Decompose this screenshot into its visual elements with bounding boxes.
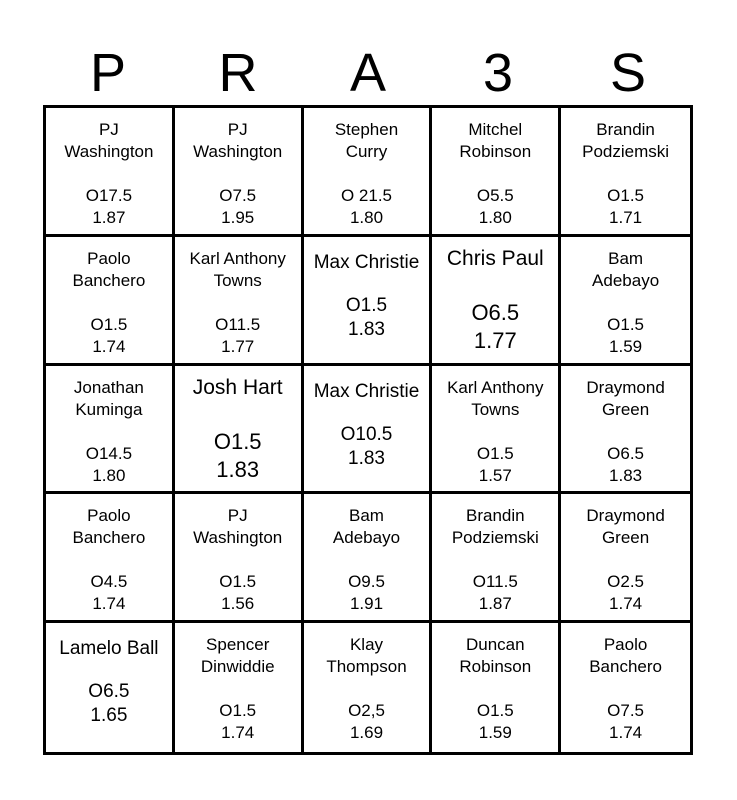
prop-line: O1.5	[476, 443, 514, 463]
player-name: PJ Washington	[193, 120, 283, 161]
player-name: Chris Paul	[446, 246, 544, 270]
prop-odds: 1.74	[221, 723, 255, 743]
prop-odds: 1.95	[221, 208, 255, 227]
player-name: Brandin Podziemski	[451, 506, 539, 548]
bingo-cell[interactable]	[432, 237, 561, 366]
prop-line: O7.5	[607, 701, 645, 721]
prop-line: O11.5	[472, 572, 518, 592]
bingo-cell[interactable]	[304, 237, 433, 366]
prop-line: O7.5	[219, 186, 257, 205]
player-name: Josh Hart	[192, 375, 283, 399]
bingo-cell[interactable]	[561, 237, 690, 366]
bingo-cell[interactable]	[304, 494, 433, 623]
prop-line: O1.5	[607, 186, 645, 205]
prop-odds: 1.77	[221, 336, 255, 356]
player-name: Lamelo Ball	[59, 638, 159, 660]
prop-line: O9.5	[348, 572, 385, 592]
prop-odds: 1.71	[609, 208, 643, 227]
bingo-cell[interactable]	[432, 366, 561, 495]
player-name: PJ Washington	[193, 506, 283, 548]
bingo-header	[43, 40, 693, 106]
bingo-cell[interactable]	[304, 366, 433, 495]
player-name: PJ Washington	[64, 120, 154, 161]
bingo-cell[interactable]	[175, 494, 304, 623]
prop-odds: 1.74	[92, 594, 126, 614]
player-name: Max Christie	[313, 251, 420, 273]
prop-odds: 1.57	[478, 465, 512, 485]
prop-line: O6.5	[471, 299, 520, 325]
prop-odds: 1.80	[92, 465, 126, 485]
prop-line: O1.5	[219, 572, 257, 592]
player-name: Stephen Curry	[334, 120, 399, 161]
header-letter-p: P	[89, 43, 127, 103]
bingo-cell[interactable]	[175, 108, 304, 237]
bingo-cell[interactable]	[304, 108, 433, 237]
bingo-cell[interactable]	[432, 108, 561, 237]
prop-odds: 1.83	[216, 456, 260, 482]
player-name: Mitchel Robinson	[459, 120, 532, 161]
prop-line: O1.5	[213, 428, 262, 454]
bingo-cell[interactable]	[304, 623, 433, 752]
prop-line: O6.5	[88, 681, 130, 703]
prop-line: O1.5	[219, 701, 257, 721]
prop-line: O6.5	[607, 443, 645, 463]
player-name: Paolo Banchero	[72, 506, 146, 548]
bingo-cell[interactable]	[561, 623, 690, 752]
prop-line: O10.5	[340, 423, 393, 445]
prop-odds: 1.74	[609, 723, 643, 743]
prop-odds: 1.65	[90, 705, 128, 727]
prop-odds: 1.77	[473, 327, 517, 353]
bingo-cell[interactable]	[46, 108, 175, 237]
prop-line: O 21.5	[340, 186, 393, 205]
bingo-cell[interactable]	[175, 237, 304, 366]
player-name: Jonathan Kuminga	[73, 377, 144, 419]
prop-odds: 1.80	[349, 208, 384, 227]
prop-line: O1.5	[345, 294, 388, 316]
prop-line: O17.5	[85, 186, 133, 205]
bingo-board	[43, 105, 693, 755]
header-letter-a: A	[349, 43, 387, 103]
prop-line: O2,5	[348, 701, 385, 721]
player-name: Spencer Dinwiddie	[200, 635, 275, 677]
prop-odds: 1.87	[92, 208, 126, 227]
bingo-cell[interactable]	[561, 494, 690, 623]
bingo-cell[interactable]	[175, 366, 304, 495]
bingo-cell[interactable]	[432, 494, 561, 623]
prop-odds: 1.69	[349, 723, 384, 743]
bingo-cell[interactable]	[46, 623, 175, 752]
prop-line: O4.5	[90, 572, 128, 592]
bingo-cell[interactable]	[46, 366, 175, 495]
header-letter-r: R	[218, 43, 258, 103]
bingo-cell[interactable]	[561, 108, 690, 237]
header-letter-3: 3	[482, 43, 514, 103]
prop-odds: 1.83	[609, 465, 643, 485]
player-name: Bam Adebayo	[592, 248, 660, 290]
player-name: Max Christie	[313, 380, 420, 402]
player-name: Bam Adebayo	[332, 506, 401, 548]
prop-odds: 1.80	[478, 208, 512, 227]
player-name: Draymond Green	[586, 377, 665, 419]
player-name: Paolo Banchero	[72, 248, 146, 290]
prop-line: O11.5	[215, 314, 261, 334]
prop-line: O14.5	[85, 443, 133, 463]
prop-odds: 1.56	[221, 594, 255, 614]
player-name: Draymond Green	[586, 506, 665, 548]
bingo-cell[interactable]	[432, 623, 561, 752]
player-name: Paolo Banchero	[589, 635, 662, 677]
prop-line: O1.5	[607, 314, 645, 334]
prop-line: O2.5	[607, 572, 645, 592]
player-name: Brandin Podziemski	[582, 120, 670, 161]
bingo-cell[interactable]	[46, 494, 175, 623]
bingo-cell[interactable]	[561, 366, 690, 495]
prop-line: O1.5	[476, 701, 514, 721]
prop-line: O1.5	[90, 314, 128, 334]
prop-odds: 1.83	[348, 447, 385, 469]
bingo-cell[interactable]	[175, 623, 304, 752]
prop-odds: 1.59	[478, 723, 512, 743]
prop-odds: 1.74	[92, 336, 126, 356]
player-name: Karl Anthony Towns	[189, 248, 286, 290]
player-name: Duncan Robinson	[459, 635, 532, 677]
prop-odds: 1.74	[609, 594, 643, 614]
prop-odds: 1.83	[348, 318, 385, 340]
prop-odds: 1.91	[349, 594, 384, 614]
prop-odds: 1.59	[609, 336, 643, 356]
prop-odds: 1.87	[478, 594, 512, 614]
header-letter-s: S	[609, 43, 647, 103]
prop-line: O5.5	[476, 186, 514, 205]
player-name: Klay Thompson	[326, 635, 407, 677]
player-name: Karl Anthony Towns	[447, 377, 544, 419]
bingo-cell[interactable]	[46, 237, 175, 366]
